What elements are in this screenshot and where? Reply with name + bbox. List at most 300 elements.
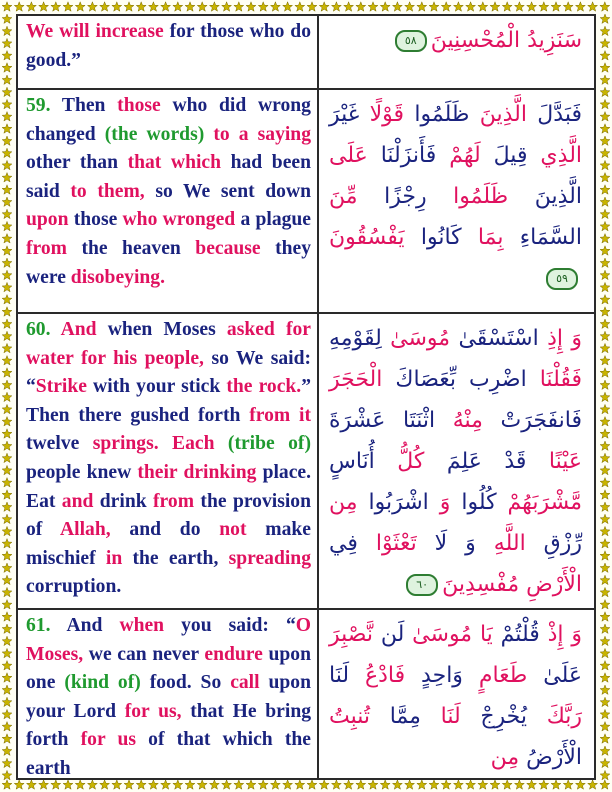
star-icon bbox=[2, 51, 12, 60]
star-icon bbox=[600, 124, 610, 133]
star-icon bbox=[258, 2, 268, 11]
star-icon bbox=[2, 636, 12, 645]
star-icon bbox=[2, 514, 12, 523]
translation-text: for water for his people, bbox=[26, 319, 312, 369]
translation-text: had been said bbox=[26, 152, 311, 202]
star-icon bbox=[2, 234, 12, 243]
star-icon bbox=[600, 780, 610, 789]
arabic-text: عَيْنًا bbox=[526, 449, 582, 474]
star-icon bbox=[136, 2, 146, 11]
translation-text: of that which the earth bbox=[26, 729, 311, 779]
star-icon bbox=[112, 2, 122, 11]
translation-text: to them, bbox=[70, 180, 145, 202]
star-icon bbox=[2, 392, 12, 401]
star-icon bbox=[380, 2, 390, 11]
star-icon bbox=[600, 307, 610, 316]
translation-text: so We sent down bbox=[144, 180, 311, 202]
arabic-text: اسْتَسْقَىٰ bbox=[450, 326, 539, 351]
translation-text: from bbox=[153, 490, 195, 512]
arabic-text: كُلُّ bbox=[374, 449, 425, 474]
arabic-text: لَن bbox=[372, 622, 405, 647]
star-icon bbox=[380, 780, 390, 789]
star-icon bbox=[2, 343, 12, 352]
star-icon bbox=[600, 356, 610, 365]
arabic-text: رِجْزًا bbox=[357, 184, 427, 209]
translation-text: food. So bbox=[140, 672, 231, 694]
arabic-text: فَأَنزَلْنَا bbox=[367, 143, 437, 168]
star-icon bbox=[2, 356, 12, 365]
translation-text: place. Eat bbox=[26, 461, 311, 512]
translation-text: to a saying bbox=[204, 123, 311, 145]
star-icon bbox=[600, 2, 610, 11]
star-icon bbox=[2, 526, 12, 535]
arabic-text: كُلُوا bbox=[450, 490, 497, 515]
star-icon bbox=[100, 780, 110, 789]
star-icon bbox=[600, 575, 610, 584]
verse-end-marker-icon: ٥٩ bbox=[546, 268, 578, 290]
star-icon bbox=[2, 160, 12, 169]
star-icon bbox=[429, 2, 439, 11]
translation-text: springs. bbox=[92, 433, 159, 455]
star-icon bbox=[600, 587, 610, 596]
star-icon bbox=[234, 780, 244, 789]
arabic-text: لَنَا bbox=[420, 704, 461, 729]
star-icon bbox=[2, 38, 12, 47]
star-icon bbox=[600, 331, 610, 340]
translation-text: their bbox=[137, 461, 178, 483]
star-icon bbox=[600, 112, 610, 121]
translation-text: who did wrong changed bbox=[26, 95, 311, 145]
star-icon bbox=[75, 780, 85, 789]
arabic-text: قَدْ bbox=[481, 449, 527, 474]
star-icon bbox=[502, 2, 512, 11]
star-icon bbox=[14, 780, 24, 789]
star-icon bbox=[405, 780, 415, 789]
star-icon bbox=[600, 709, 610, 718]
arabic-text: عَلَىٰ bbox=[527, 663, 582, 688]
arabic-text: مُفْسِدِينَ bbox=[442, 572, 520, 597]
star-icon bbox=[344, 780, 354, 789]
translation-text: Then bbox=[61, 95, 118, 116]
star-icon bbox=[2, 453, 12, 462]
arabic-text: رَبَّكَ bbox=[527, 704, 582, 729]
arabic-text: اثْنَتَا bbox=[385, 408, 436, 433]
translation-text: 60. bbox=[26, 319, 61, 340]
star-icon bbox=[356, 2, 366, 11]
star-icon bbox=[405, 2, 415, 11]
star-icon bbox=[2, 307, 12, 316]
star-icon bbox=[600, 26, 610, 35]
arabic-text: فِي bbox=[329, 531, 358, 556]
arabic-text: وَ bbox=[428, 490, 451, 515]
star-icon bbox=[600, 160, 610, 169]
star-icon bbox=[2, 148, 12, 157]
translation-cell bbox=[18, 314, 319, 608]
translation-text: 61. bbox=[26, 615, 67, 636]
star-icon bbox=[600, 295, 610, 304]
star-icon bbox=[307, 780, 317, 789]
translation-text: O Moses, bbox=[26, 615, 312, 665]
star-icon bbox=[39, 2, 49, 11]
star-icon bbox=[600, 99, 610, 108]
star-icon bbox=[295, 2, 305, 11]
translation-text: for us bbox=[80, 729, 136, 751]
arabic-text: مَّشْرَبَهُمْ bbox=[496, 490, 582, 515]
translation-text: when bbox=[119, 615, 165, 636]
star-icon bbox=[2, 600, 12, 609]
arabic-text: الَّذِينَ bbox=[508, 184, 582, 209]
star-icon bbox=[295, 780, 305, 789]
star-icon bbox=[2, 197, 12, 206]
translation-text: the rock. bbox=[226, 376, 302, 398]
star-icon bbox=[39, 780, 49, 789]
arabic-text: طَعَامٍ bbox=[462, 663, 528, 688]
star-icon bbox=[100, 2, 110, 11]
star-icon bbox=[2, 673, 12, 682]
star-icon bbox=[173, 2, 183, 11]
star-icon bbox=[600, 661, 610, 670]
star-icon bbox=[551, 2, 561, 11]
star-icon bbox=[600, 551, 610, 560]
verse-row-61 bbox=[18, 608, 594, 780]
arabic-text: اضْرِب bbox=[456, 367, 527, 392]
arabic-text: رِّزْقِ bbox=[525, 531, 582, 556]
star-icon bbox=[600, 600, 610, 609]
star-icon bbox=[2, 648, 12, 657]
arabic-text: مِن bbox=[490, 745, 520, 770]
star-icon bbox=[136, 780, 146, 789]
arabic-text: بِّعَصَاكَ bbox=[382, 367, 457, 392]
star-icon bbox=[600, 221, 610, 230]
star-icon bbox=[2, 380, 12, 389]
translation-text: the provision of bbox=[26, 490, 311, 541]
arabic-text: فَانفَجَرَتْ bbox=[482, 408, 583, 433]
star-icon bbox=[600, 648, 610, 657]
star-icon bbox=[2, 246, 12, 255]
star-icon bbox=[563, 2, 573, 11]
star-icon bbox=[600, 270, 610, 279]
translation-text: not bbox=[219, 519, 247, 541]
star-icon bbox=[2, 758, 12, 767]
arabic-text: يَا مُوسَىٰ bbox=[404, 622, 493, 647]
star-icon bbox=[600, 392, 610, 401]
arabic-text: الْأَرْضُ bbox=[519, 745, 582, 770]
star-icon bbox=[600, 539, 610, 548]
translation-cell bbox=[18, 610, 319, 780]
star-icon bbox=[2, 136, 12, 145]
verse-row-60 bbox=[18, 312, 594, 608]
star-icon bbox=[2, 587, 12, 596]
arabic-text: قُلْتُمْ bbox=[492, 622, 540, 647]
translation-text: And bbox=[66, 615, 120, 636]
star-icon bbox=[600, 441, 610, 450]
star-icon bbox=[210, 780, 220, 789]
star-icon bbox=[2, 551, 12, 560]
star-icon bbox=[600, 404, 610, 413]
star-icon bbox=[149, 780, 159, 789]
star-icon bbox=[2, 26, 12, 35]
star-icon bbox=[600, 258, 610, 267]
translation-text: and do bbox=[110, 519, 220, 541]
star-icon bbox=[393, 2, 403, 11]
translation-text: call bbox=[230, 672, 260, 694]
star-icon bbox=[600, 563, 610, 572]
star-icon bbox=[2, 221, 12, 230]
star-icon bbox=[344, 2, 354, 11]
star-icon bbox=[600, 526, 610, 535]
star-icon bbox=[2, 624, 12, 633]
translation-text: with your stick bbox=[86, 376, 227, 398]
arabic-text: كَانُوا bbox=[404, 225, 462, 250]
arabic-text: تَعْثَوْا bbox=[357, 531, 417, 556]
arabic-text: قِيلَ bbox=[480, 143, 528, 168]
star-icon bbox=[600, 478, 610, 487]
star-icon bbox=[27, 2, 37, 11]
translation-text: upon bbox=[26, 209, 69, 231]
star-icon bbox=[2, 563, 12, 572]
star-icon bbox=[441, 780, 451, 789]
star-icon bbox=[246, 2, 256, 11]
star-icon bbox=[2, 734, 12, 743]
star-icon bbox=[2, 746, 12, 755]
star-icon bbox=[2, 770, 12, 779]
star-icon bbox=[332, 2, 342, 11]
translation-cell bbox=[18, 90, 319, 312]
star-icon bbox=[2, 441, 12, 450]
star-icon bbox=[600, 148, 610, 157]
star-icon bbox=[600, 490, 610, 499]
star-icon bbox=[588, 780, 598, 789]
star-icon bbox=[576, 780, 586, 789]
translation-text: those bbox=[117, 95, 161, 116]
arabic-text: أُنَاسٍ bbox=[329, 449, 375, 474]
star-icon bbox=[2, 709, 12, 718]
translation-text: in bbox=[105, 547, 123, 569]
verse-table bbox=[16, 14, 596, 780]
star-icon bbox=[2, 282, 12, 291]
star-icon bbox=[576, 2, 586, 11]
star-icon bbox=[271, 780, 281, 789]
verse-end-marker-icon: ٦٠ bbox=[406, 574, 438, 596]
arabic-text: عَلِمَ bbox=[424, 449, 482, 474]
star-icon bbox=[2, 722, 12, 731]
star-icon bbox=[149, 2, 159, 11]
star-icon bbox=[2, 14, 12, 23]
arabic-text: لَنَا bbox=[329, 663, 350, 688]
translation-text: they were bbox=[26, 237, 311, 288]
star-icon bbox=[2, 478, 12, 487]
star-icon bbox=[600, 136, 610, 145]
star-icon bbox=[2, 780, 12, 789]
arabic-text: مِّنَ bbox=[329, 184, 358, 209]
star-icon bbox=[600, 685, 610, 694]
star-icon bbox=[210, 2, 220, 11]
star-icon bbox=[527, 780, 537, 789]
star-icon bbox=[2, 185, 12, 194]
star-icon bbox=[539, 780, 549, 789]
translation-text: 59. bbox=[26, 95, 62, 116]
arabic-text: يَفْسُقُونَ bbox=[329, 225, 405, 250]
arabic-text: لَهُمْ bbox=[436, 143, 481, 168]
star-icon bbox=[197, 780, 207, 789]
translation-text: we can never bbox=[83, 643, 205, 665]
translation-text: who wronged bbox=[122, 209, 236, 231]
star-icon bbox=[539, 2, 549, 11]
verse-row-58 bbox=[18, 16, 594, 88]
translation-text: a plague bbox=[235, 209, 312, 231]
star-icon bbox=[600, 453, 610, 462]
star-icon bbox=[283, 2, 293, 11]
star-icon bbox=[600, 770, 610, 779]
arabic-text: وَاحِدٍ bbox=[405, 663, 463, 688]
star-icon bbox=[185, 780, 195, 789]
star-icon bbox=[332, 780, 342, 789]
arabic-text: ظَلَمُوا bbox=[404, 102, 470, 127]
star-icon bbox=[2, 612, 12, 621]
arabic-text: تُنبِتُ bbox=[329, 704, 371, 729]
star-icon bbox=[2, 173, 12, 182]
star-icon bbox=[222, 2, 232, 11]
star-icon bbox=[2, 112, 12, 121]
arabic-cell bbox=[319, 610, 594, 780]
star-icon bbox=[527, 2, 537, 11]
arabic-cell bbox=[319, 90, 594, 312]
star-icon bbox=[112, 780, 122, 789]
translation-text: people knew bbox=[26, 461, 138, 483]
arabic-text: فَبَدَّلَ bbox=[526, 102, 582, 127]
star-icon bbox=[2, 331, 12, 340]
star-icon bbox=[319, 2, 329, 11]
star-icon bbox=[368, 780, 378, 789]
star-icon bbox=[417, 2, 427, 11]
star-icon bbox=[600, 636, 610, 645]
translation-text: Strike bbox=[35, 376, 87, 398]
star-icon bbox=[2, 465, 12, 474]
star-icon bbox=[478, 780, 488, 789]
translation-text: upon your Lord bbox=[26, 672, 311, 722]
star-icon bbox=[502, 780, 512, 789]
star-icon bbox=[2, 2, 12, 11]
star-icon bbox=[63, 780, 73, 789]
star-icon bbox=[600, 612, 610, 621]
arabic-text: قَوْلًا bbox=[359, 102, 405, 127]
arabic-text: لِقَوْمِهِ bbox=[329, 326, 382, 351]
arabic-text: مِن bbox=[329, 490, 358, 515]
arabic-text: وَ إِذِ bbox=[538, 326, 582, 351]
star-icon bbox=[2, 697, 12, 706]
star-icon bbox=[600, 282, 610, 291]
star-icon bbox=[2, 575, 12, 584]
star-icon bbox=[478, 2, 488, 11]
translation-text: other than bbox=[26, 152, 128, 174]
star-icon bbox=[600, 514, 610, 523]
translation-text: because bbox=[195, 237, 261, 259]
star-icon bbox=[600, 51, 610, 60]
arabic-text: بِمَا bbox=[461, 225, 504, 250]
star-icon bbox=[2, 417, 12, 426]
translation-text: from bbox=[26, 237, 67, 259]
star-icon bbox=[600, 502, 610, 511]
star-icon bbox=[600, 429, 610, 438]
star-icon bbox=[222, 780, 232, 789]
arabic-text: غَيْرَ bbox=[329, 102, 360, 127]
star-icon bbox=[600, 185, 610, 194]
star-icon bbox=[319, 780, 329, 789]
star-icon bbox=[2, 685, 12, 694]
arabic-text: اللَّهِ bbox=[475, 531, 526, 556]
star-icon bbox=[600, 722, 610, 731]
translation-text: We will increase bbox=[26, 21, 164, 42]
star-icon bbox=[466, 780, 476, 789]
star-icon bbox=[2, 490, 12, 499]
star-icon bbox=[2, 429, 12, 438]
star-icon bbox=[124, 780, 134, 789]
star-icon bbox=[600, 758, 610, 767]
translation-text: drinking bbox=[183, 461, 257, 483]
star-icon bbox=[173, 780, 183, 789]
translation-text: you said: “ bbox=[164, 615, 296, 636]
translation-text: from it bbox=[249, 404, 312, 426]
translation-text: for those who do good.” bbox=[26, 21, 312, 71]
star-icon bbox=[600, 38, 610, 47]
star-icon bbox=[454, 780, 464, 789]
translation-text: (the words) bbox=[104, 123, 205, 145]
star-icon bbox=[51, 780, 61, 789]
arabic-text: وَ لَا bbox=[416, 531, 476, 556]
star-icon bbox=[258, 780, 268, 789]
star-icon bbox=[2, 99, 12, 108]
star-icon bbox=[124, 2, 134, 11]
star-icon bbox=[600, 246, 610, 255]
translation-text: corruption. bbox=[26, 576, 122, 598]
star-icon bbox=[600, 197, 610, 206]
arabic-text: سَنَزِيدُ bbox=[520, 28, 582, 53]
translation-text: and bbox=[61, 490, 94, 512]
arabic-text: مِنْهُ bbox=[435, 408, 483, 433]
star-icon bbox=[88, 2, 98, 11]
star-icon bbox=[63, 2, 73, 11]
translation-text: Each bbox=[172, 433, 215, 455]
arabic-text: وَ إِذْ bbox=[539, 622, 583, 647]
star-icon bbox=[600, 380, 610, 389]
star-icon bbox=[368, 2, 378, 11]
star-icon bbox=[551, 780, 561, 789]
star-icon bbox=[600, 63, 610, 72]
arabic-cell bbox=[319, 16, 594, 88]
star-icon bbox=[600, 417, 610, 426]
translation-text: so We said: “ bbox=[26, 347, 311, 398]
translation-text: those bbox=[68, 209, 123, 231]
arabic-text: مُوسَىٰ bbox=[381, 326, 451, 351]
arabic-cell bbox=[319, 314, 594, 608]
star-icon bbox=[466, 2, 476, 11]
star-icon bbox=[356, 780, 366, 789]
star-icon bbox=[2, 258, 12, 267]
star-icon bbox=[197, 2, 207, 11]
arabic-text: السَّمَاءِ bbox=[503, 225, 582, 250]
translation-text: spreading bbox=[228, 547, 311, 569]
star-icon bbox=[246, 780, 256, 789]
star-icon bbox=[600, 343, 610, 352]
star-icon bbox=[454, 2, 464, 11]
star-icon bbox=[563, 780, 573, 789]
star-icon bbox=[600, 209, 610, 218]
translation-text: the earth, bbox=[122, 547, 229, 569]
star-icon bbox=[441, 2, 451, 11]
translation-text: that He bring forth bbox=[26, 700, 312, 751]
star-icon bbox=[2, 368, 12, 377]
star-icon bbox=[600, 75, 610, 84]
